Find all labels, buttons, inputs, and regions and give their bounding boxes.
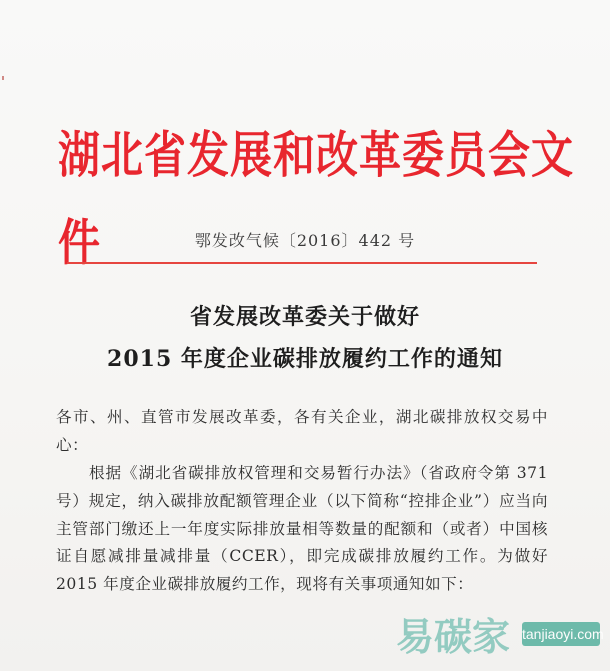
header-red-rule: [67, 262, 537, 264]
body-paragraph-1: 根据《湖北省碳排放权管理和交易暂行办法》（省政府令第 371 号）规定，纳入碳排放配额管理企业（以下简称“控排企业”）应当向主管部门缴还上一年度实际排放量相等数量的配额和（或者）中国核证自愿减排量减排量（CCER），即完成碳排放履约工作。为做好 2015 年度企业碳排放履约工作，现将有关事项通知如下：: [56, 464, 548, 594]
document-number: 鄂发改气候〔2016〕442 号: [194, 231, 416, 250]
brand-watermark: [396, 612, 602, 666]
document-header-title: 湖北省发展和改革委员会文件: [58, 126, 575, 272]
page-edge-mark: [2, 76, 4, 80]
notice-title-line-2: 2015 年度企业碳排放履约工作的通知: [107, 346, 503, 372]
watermark-url-badge: tanjiaoyi.com: [522, 622, 600, 646]
salutation-paragraph: 各市、州、直管市发展改革委，各有关企业，湖北碳排放权交易中心：: [56, 408, 548, 454]
watermark-brand-text: 易碳家: [396, 615, 511, 659]
notice-title-line-1: 省发展改革委关于做好: [189, 304, 420, 330]
